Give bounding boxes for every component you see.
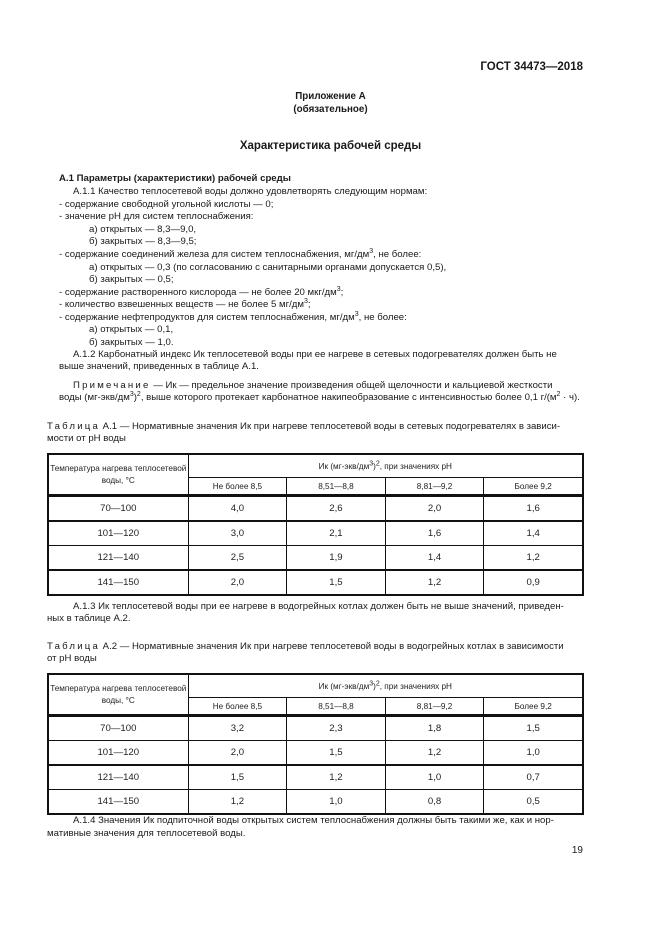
table-header-temperature: Температура нагрева теплосетевой воды, °С <box>48 454 188 496</box>
item-ph: - значение pH для систем теплоснабжения: <box>59 211 254 222</box>
table-row <box>48 741 583 766</box>
table-cell: 2,1 <box>287 521 386 546</box>
table-column-header: Более 9,2 <box>484 698 583 716</box>
table-cell: 1,0 <box>385 765 484 790</box>
table-cell: 101—120 <box>48 521 188 546</box>
appendix-title: Приложение А <box>295 91 366 102</box>
table-cell: 1,5 <box>287 741 386 766</box>
table-cell: 70—100 <box>48 716 188 741</box>
table-row <box>48 546 583 571</box>
table-cell: 1,5 <box>188 765 287 790</box>
table-a1-caption-line1: Таблица А.1 — Нормативные значения Ик при нагреве теплосетевой воды в сетевых подогревателях в зависи- <box>47 421 561 432</box>
paragraph-a12-line1: А.1.2 Карбонатный индекс Ик теплосетевой воды при ее нагреве в сетевых подогревателях должен быть не <box>73 349 557 360</box>
paragraph-a14-line1: А.1.4 Значения Ик подпиточной воды открытых систем теплоснабжения должны быть такими же, как и нор- <box>73 815 554 826</box>
table-row <box>48 570 583 595</box>
item-iron-open: а) открытых — 0,3 (по согласованию с санитарными органами допускается 0,5), <box>89 262 447 273</box>
table-cell: 3,0 <box>188 521 287 546</box>
table-a2 <box>47 673 584 815</box>
table-cell: 141—150 <box>48 570 188 595</box>
table-cell: 1,0 <box>484 741 583 766</box>
table-cell: 2,0 <box>188 741 287 766</box>
table-cell: 1,5 <box>484 716 583 741</box>
table-cell: 121—140 <box>48 765 188 790</box>
paragraph-a13-line2: ных в таблице А.2. <box>47 613 131 624</box>
item-ph-open: а) открытых — 8,3—9,0, <box>89 224 197 235</box>
item-oil-closed: б) закрытых — 1,0. <box>89 337 174 348</box>
item-iron-closed: б) закрытых — 0,5; <box>89 274 174 285</box>
page-title: Характеристика рабочей среды <box>239 140 422 152</box>
table-header-temperature: Температура нагрева теплосетевой воды, °С <box>48 674 188 716</box>
table-column-header: Не более 8,5 <box>188 698 287 716</box>
item-ph-closed: б) закрытых — 8,3—9,5; <box>89 236 197 247</box>
table-cell: 1,6 <box>385 521 484 546</box>
table-cell: 1,2 <box>188 790 287 815</box>
table-cell: 0,7 <box>484 765 583 790</box>
table-cell: 1,9 <box>287 546 386 571</box>
table-cell: 3,2 <box>188 716 287 741</box>
table-header-ik: Ик $(мг-экв/дм^3)^2$, при значениях pH <box>188 454 583 478</box>
table-a1 <box>47 453 584 596</box>
paragraph-a12-line2: выше значений, приведенных в таблице А.1. <box>59 361 259 372</box>
table-row <box>48 790 583 815</box>
table-cell: 0,8 <box>385 790 484 815</box>
item-oxygen: - содержание растворенного кислорода — не более 20 мкг/$дм^3$; <box>59 285 344 298</box>
table-column-header: 8,81—9,2 <box>385 698 484 716</box>
table-cell: 1,4 <box>484 521 583 546</box>
table-a1-caption-line2: мости от pH воды <box>47 433 126 444</box>
note-line1: Примечание — Ик — предельное значение произведения общей щелочности и кальциевой жесткости <box>73 380 553 391</box>
table-cell: 101—120 <box>48 741 188 766</box>
note-line2: воды $(мг-экв/дм^3)^2$, выше которого протекает карбонатное накипеобразование с интенсивностью более 0,1 $г/(м^2 \cdot ч)$. <box>59 390 580 403</box>
table-cell: 2,0 <box>385 496 484 522</box>
paragraph-a13-line1: А.1.3 Ик теплосетевой воды при ее нагреве в водогрейных котлах должен быть не выше значений, приведен- <box>73 601 564 612</box>
table-cell: 2,5 <box>188 546 287 571</box>
table-column-header: 8,51—8,8 <box>287 698 386 716</box>
table-cell: 121—140 <box>48 546 188 571</box>
item-co2: - содержание свободной угольной кислоты — 0; <box>59 199 274 210</box>
table-cell: 1,2 <box>484 546 583 571</box>
paragraph-a11: А.1.1 Качество теплосетевой воды должно удовлетворять следующим нормам: <box>73 186 428 197</box>
page-number: 19 <box>571 845 583 856</box>
table-header-ik: Ик $(мг-экв/дм^3)^2$, при значениях pH <box>188 674 583 698</box>
table-cell: 1,2 <box>287 765 386 790</box>
table-cell: 1,0 <box>287 790 386 815</box>
table-a2-caption-line2: от pH воды <box>47 653 97 664</box>
table-cell: 2,3 <box>287 716 386 741</box>
table-column-header: Более 9,2 <box>484 478 583 496</box>
table-cell: 2,6 <box>287 496 386 522</box>
table-row <box>48 716 583 741</box>
table-column-header: Не более 8,5 <box>188 478 287 496</box>
table-column-header: 8,81—9,2 <box>385 478 484 496</box>
table-cell: 141—150 <box>48 790 188 815</box>
table-cell: 4,0 <box>188 496 287 522</box>
item-iron: - содержание соединений железа для систем теплоснабжения, $мг/дм^3$, не более: <box>59 247 422 260</box>
table-cell: 1,5 <box>287 570 386 595</box>
table-cell: 1,6 <box>484 496 583 522</box>
table-cell: 1,2 <box>385 741 484 766</box>
item-oil-open: а) открытых — 0,1, <box>89 324 174 335</box>
table-cell: 0,5 <box>484 790 583 815</box>
paragraph-a14-line2: мативные значения для теплосетевой воды. <box>47 828 246 839</box>
item-suspended: - количество взвешенных веществ — не более 5 $мг/дм^3$; <box>59 297 311 310</box>
table-row <box>48 496 583 522</box>
table-cell: 0,9 <box>484 570 583 595</box>
table-cell: 70—100 <box>48 496 188 522</box>
appendix-status: (обязательное) <box>293 104 368 115</box>
table-a2-caption-line1: Таблица А.2 — Нормативные значения Ик при нагреве теплосетевой воды в водогрейных котлах в зависимости <box>47 641 564 652</box>
table-row <box>48 765 583 790</box>
item-oil: - содержание нефтепродуктов для систем теплоснабжения, $мг/дм^3$, не более: <box>59 310 407 323</box>
table-cell: 1,4 <box>385 546 484 571</box>
section-heading: А.1 Параметры (характеристики) рабочей среды <box>59 173 291 184</box>
table-cell: 1,8 <box>385 716 484 741</box>
table-cell: 2,0 <box>188 570 287 595</box>
standard-number: ГОСТ 34473—2018 <box>480 61 583 73</box>
table-row <box>48 521 583 546</box>
table-cell: 1,2 <box>385 570 484 595</box>
table-column-header: 8,51—8,8 <box>287 478 386 496</box>
